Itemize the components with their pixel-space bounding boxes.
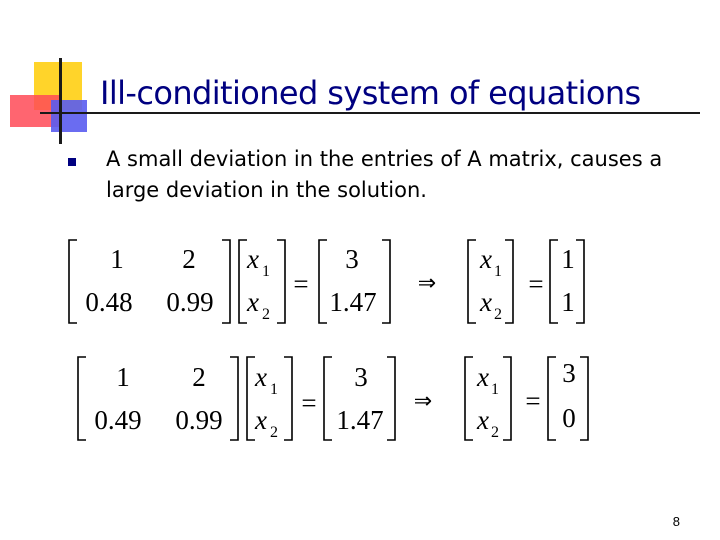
s1-equals: =: [293, 269, 309, 299]
s1-sol-x2-sub: 2: [494, 306, 502, 323]
s1-a11: 1: [110, 244, 124, 274]
s2-a11: 1: [116, 362, 130, 392]
s2-b1: 3: [354, 362, 368, 392]
bullet-text: A small deviation in the entries of A matrix, causes a large deviation in the solution.: [106, 147, 663, 202]
s2-a21: 0.49: [94, 405, 142, 435]
s1-x1-sub: 1: [262, 263, 270, 280]
s1-sol-equals: =: [528, 269, 544, 299]
s2-sol-x2: x: [477, 405, 489, 435]
s2-sol-v2: 0: [562, 403, 576, 433]
s2-x1: x: [255, 362, 267, 392]
s2-x1-sub: 1: [270, 381, 278, 398]
s2-sol-x1-sub: 1: [491, 381, 499, 398]
s2-a12: 2: [192, 362, 206, 392]
s2-equals: =: [301, 388, 317, 418]
s1-a22: 0.99: [166, 287, 214, 317]
s2-x2: x: [255, 405, 267, 435]
s2-implies: ⇒: [413, 388, 433, 413]
s1-a12: 2: [182, 244, 196, 274]
s1-x2-sub: 2: [262, 306, 270, 323]
s1-a21: 0.48: [85, 287, 133, 317]
s2-sol-equals: =: [525, 386, 541, 416]
s2-sol-x1: x: [477, 362, 489, 392]
slide-title: Ill-conditioned system of equations: [100, 74, 641, 112]
s1-sol-x1-sub: 1: [494, 263, 502, 280]
s2-sol-x2-sub: 2: [491, 424, 499, 441]
s2-b2: 1.47: [336, 405, 384, 435]
s1-sol-x2: x: [480, 287, 492, 317]
s1-b1: 3: [345, 244, 359, 274]
s1-x2: x: [247, 287, 259, 317]
s2-x2-sub: 2: [270, 424, 278, 441]
s1-implies: ⇒: [417, 270, 437, 295]
s1-sol-v2: 1: [561, 287, 575, 317]
s2-sol-v1: 3: [562, 358, 576, 388]
s1-sol-v1: 1: [561, 244, 575, 274]
page-number: 8: [672, 514, 680, 529]
s1-sol-x1: x: [480, 244, 492, 274]
s2-a22: 0.99: [175, 405, 223, 435]
s1-x1: x: [247, 244, 259, 274]
s1-b2: 1.47: [329, 287, 377, 317]
